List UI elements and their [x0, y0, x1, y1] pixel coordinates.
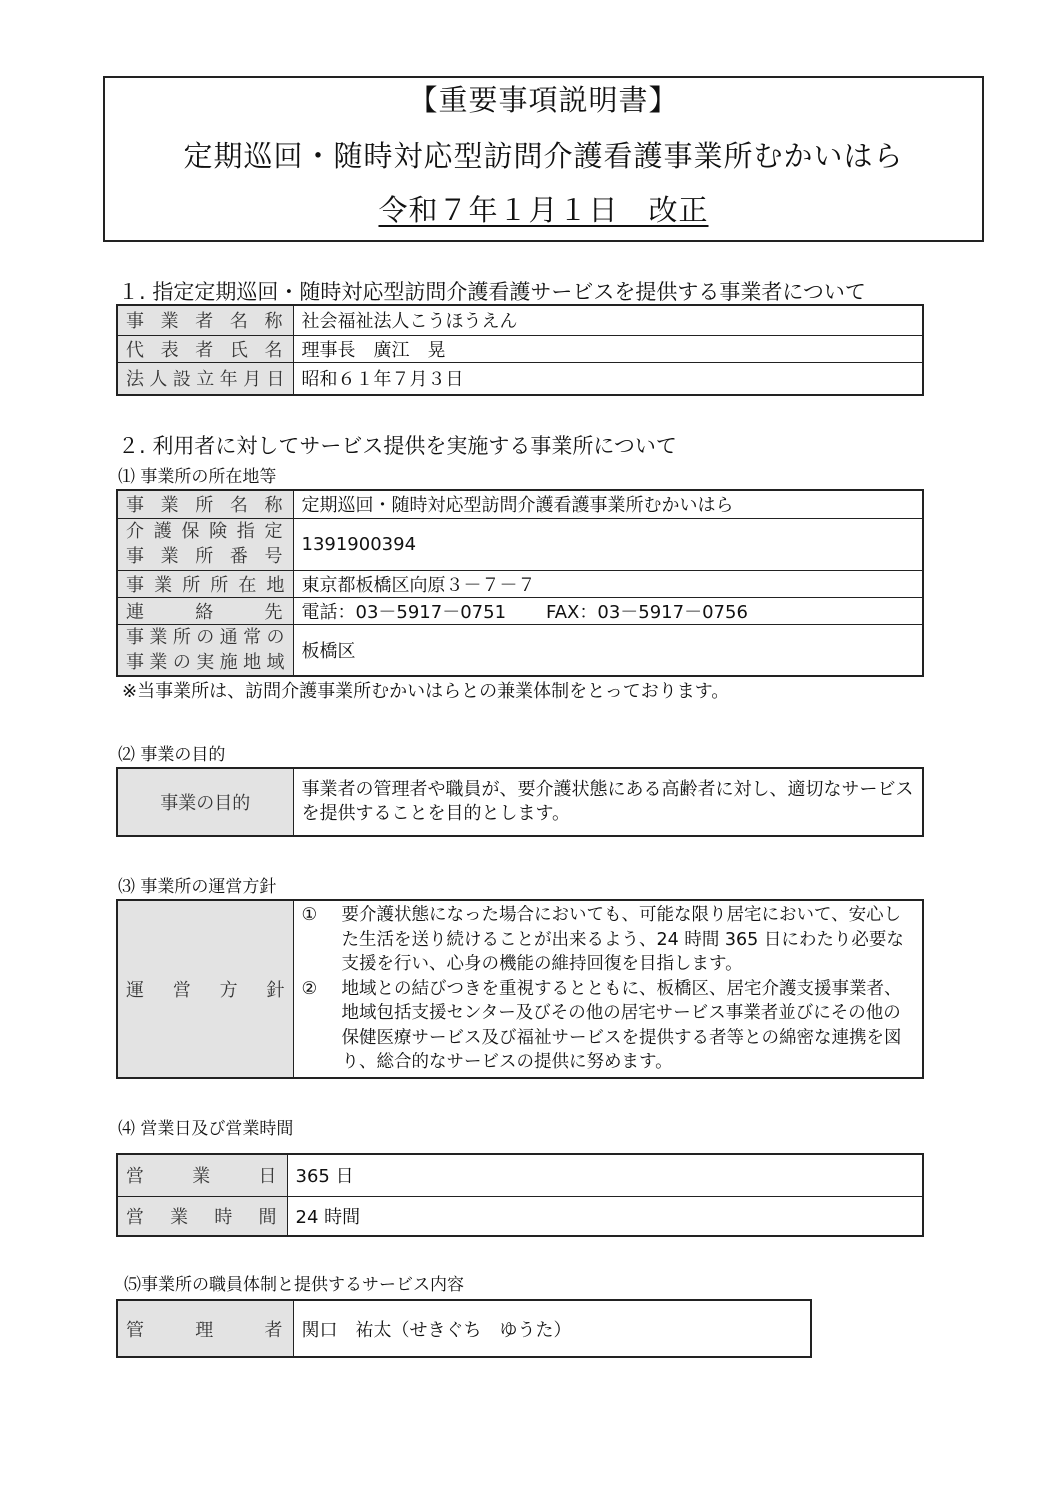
table-row	[117, 1196, 923, 1236]
concurrent-note: ※当事業所は、訪問介護事業所むかいはらとの兼業体制をとっております。	[122, 681, 730, 702]
representative-value: 理事長 廣江 晃	[293, 335, 923, 362]
service-area-label-line2: 事業の実施地域	[126, 651, 285, 673]
sub1-heading: ⑴ 事業所の所在地等	[118, 467, 277, 487]
facility-title: 定期巡回・随時対応型訪問介護看護事業所むかいはら	[183, 139, 904, 173]
purpose-table	[116, 767, 924, 837]
table-row	[117, 1154, 923, 1196]
office-name-value: 定期巡回・随時対応型訪問介護看護事業所むかいはら	[293, 490, 923, 518]
table-row	[117, 597, 923, 624]
hours-table	[116, 1153, 924, 1237]
office-number-value: 1391900394	[293, 518, 923, 570]
policy-item-number: ②	[301, 978, 318, 999]
table-row	[117, 768, 923, 836]
service-area-label	[117, 624, 293, 676]
policy-item	[302, 977, 915, 1075]
sub2-heading: ⑵ 事業の目的	[118, 745, 226, 765]
document-title-box	[103, 76, 984, 242]
purpose-value: 事業者の管理者や職員が、要介護状態にある高齢者に対し、適切なサービスを提供することを目的とします。	[293, 768, 923, 836]
operator-name-label: 事業者名称	[117, 305, 293, 335]
table-row	[117, 570, 923, 597]
policy-item-number: ①	[301, 905, 318, 926]
operator-table	[116, 304, 924, 396]
sub3-heading: ⑶ 事業所の運営方針	[118, 877, 277, 897]
fax-number: FAX：03－5917－0756	[546, 601, 748, 623]
service-area-value: 板橋区	[293, 624, 923, 676]
sub5-heading: ⑸事業所の職員体制と提供するサービス内容	[124, 1275, 464, 1295]
office-name-label: 事業所名称	[117, 490, 293, 518]
table-row	[117, 490, 923, 518]
table-row	[117, 518, 923, 570]
purpose-label: 事業の目的	[117, 768, 293, 836]
business-days-label: 営業日	[117, 1154, 287, 1196]
table-row	[117, 335, 923, 362]
business-days-value: 365 日	[287, 1154, 923, 1196]
contact-label: 連絡先	[117, 597, 293, 624]
policy-item-text: 要介護状態になった場合においても、可能な限り居宅において、安心した生活を送り続けることが出来るよう、24 時間 365 日にわたり必要な支援を行い、心身の機能の維持回復を目指します。	[341, 905, 904, 975]
section1-heading: １. 指定定期巡回・随時対応型訪問介護看護サービスを提供する事業者について	[118, 280, 866, 304]
manager-label: 管理者	[117, 1300, 293, 1357]
representative-label: 代表者氏名	[117, 335, 293, 362]
table-row	[117, 362, 923, 395]
policy-value	[293, 900, 923, 1078]
policy-label: 運営方針	[117, 900, 293, 1078]
policy-item	[302, 903, 915, 977]
office-table	[116, 489, 924, 677]
office-number-label	[117, 518, 293, 570]
contact-value	[293, 597, 923, 624]
business-hours-value: 24 時間	[287, 1196, 923, 1236]
office-number-label-line1: 介護保険指定	[126, 521, 285, 542]
sub4-heading: ⑷ 営業日及び営業時間	[118, 1119, 294, 1139]
document-type-title: 【重要事項説明書】	[408, 83, 679, 117]
established-value: 昭和６１年７月３日	[293, 362, 923, 395]
table-row	[117, 305, 923, 335]
table-row	[117, 900, 923, 1078]
phone-number: 電話：03－5917－0751	[301, 601, 507, 623]
staff-table	[116, 1299, 812, 1358]
office-number-label-line2: 事業所番号	[126, 546, 285, 567]
policy-item-text: 地域との結びつきを重視するとともに、板橋区、居宅介護支援事業者、地域包括支援センター及びその他の居宅サービス事業者並びにその他の保健医療サービス及び福祉サービスを提供する者等との綿密な連携を図り、総合的なサービスの提供に努めます。	[341, 978, 902, 1073]
office-address-value: 東京都板橋区向原３－７－７	[293, 570, 923, 597]
table-row	[117, 624, 923, 676]
revision-date: 令和７年１月１日 改正	[378, 193, 709, 227]
office-address-label: 事業所所在地	[117, 570, 293, 597]
service-area-label-line1: 事業所の通常の	[126, 626, 285, 648]
policy-table	[116, 899, 924, 1079]
established-label: 法人設立年月日	[117, 362, 293, 395]
business-hours-label: 営業時間	[117, 1196, 287, 1236]
operator-name-value: 社会福祉法人こうほうえん	[293, 305, 923, 335]
table-row	[117, 1300, 811, 1357]
section2-heading: ２. 利用者に対してサービス提供を実施する事業所について	[118, 434, 677, 458]
manager-value: 関口 祐太（せきぐち ゆうた）	[293, 1300, 811, 1357]
